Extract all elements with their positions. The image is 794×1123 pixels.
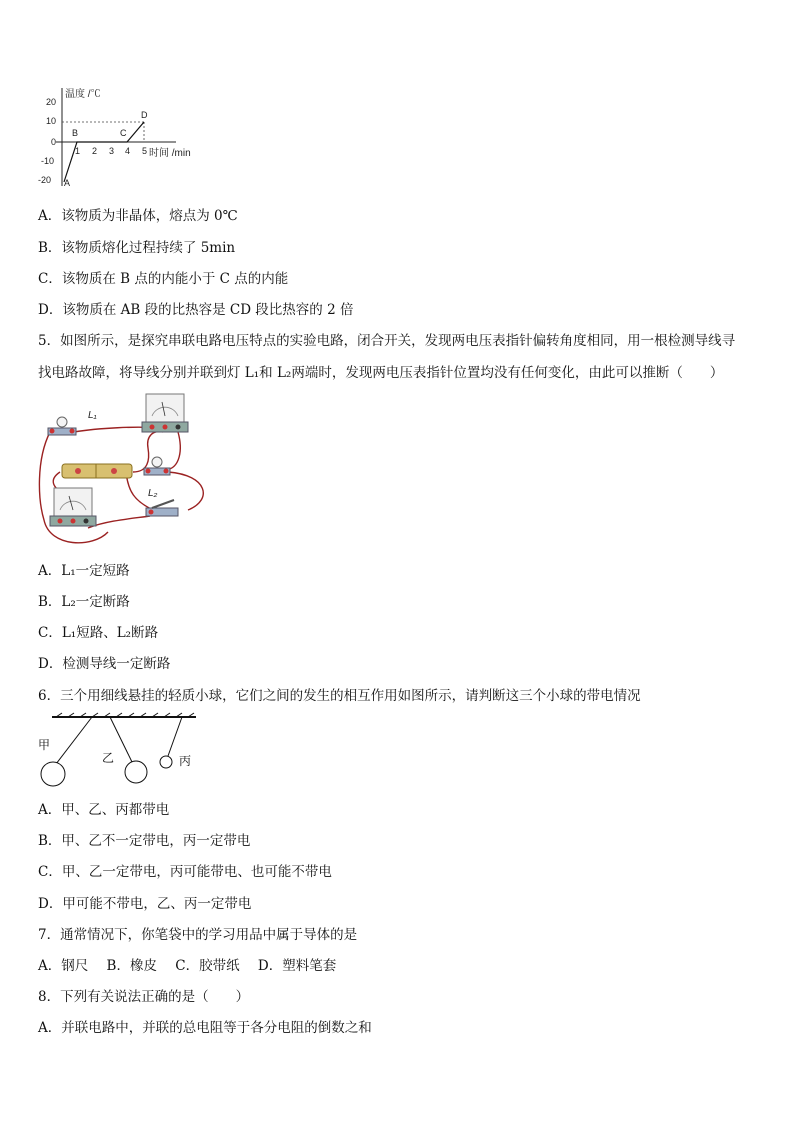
- q5-option-c: C．L₁短路、L₂断路: [38, 625, 159, 641]
- x-axis-label: 时间 /min: [149, 148, 191, 159]
- point-label: D: [141, 110, 148, 120]
- q7-option-a: A．钢尺: [38, 958, 89, 974]
- switch: [146, 500, 178, 516]
- y-tick: 0: [51, 137, 57, 147]
- point-label: B: [72, 128, 79, 138]
- y-tick: -10: [41, 156, 55, 166]
- wire: [88, 516, 150, 528]
- y-tick: -20: [38, 175, 52, 185]
- q5-option-d: D．检测导线一定断路: [38, 656, 171, 672]
- lamp-l1: [48, 417, 76, 435]
- thread-bing: [168, 717, 182, 756]
- q6-option-d: D．甲可能不带电，乙、丙一定带电: [38, 896, 252, 912]
- label-bing: 丙: [179, 754, 192, 768]
- temperature-time-graph: [36, 86, 206, 190]
- circuit-diagram: [38, 390, 213, 550]
- q6-option-b: B．甲、乙不一定带电，丙一定带电: [38, 833, 251, 849]
- y-axis-label: 温度 /℃: [65, 89, 101, 100]
- label-l2: L₂: [148, 488, 158, 499]
- q5-stem-line-2: 找电路故障，将导线分别并联到灯 L₁和 L₂两端时，发现两电压表指针位置均没有任何变化，由此可以推断（ ）: [38, 365, 724, 381]
- q7-option-d: D．塑料笔套: [257, 958, 337, 974]
- thread-jia: [56, 717, 92, 764]
- q4-option-c: C．该物质在 B 点的内能小于 C 点的内能: [38, 271, 289, 287]
- point-label: A: [64, 178, 71, 188]
- x-tick: 4: [125, 146, 131, 156]
- q4-option-d: D．该物质在 AB 段的比热容是 CD 段比热容的 2 倍: [38, 302, 354, 318]
- q7-options: [38, 957, 350, 975]
- q8-option-a: A．并联电路中，并联的总电阻等于各分电阻的倒数之和: [38, 1020, 372, 1036]
- label-jia: 甲: [38, 738, 51, 752]
- ball-bing: [160, 756, 172, 768]
- q7-stem: 7．通常情况下，你笔袋中的学习用品中属于导体的是: [38, 927, 358, 943]
- point-label: C: [120, 128, 127, 138]
- x-tick: 3: [109, 146, 115, 156]
- battery-pack: [62, 464, 132, 478]
- q6-option-c: C．甲、乙一定带电，丙可能带电、也可能不带电: [38, 864, 332, 880]
- x-tick: 1: [75, 146, 81, 156]
- q6-stem: 6．三个用细线悬挂的轻质小球，它们之间的发生的相互作用如图所示，请判断这三个小球的带电情况: [38, 688, 641, 704]
- q4-option-b: B．该物质熔化过程持续了 5min: [38, 240, 236, 256]
- wire: [166, 432, 180, 470]
- ball-yi: [125, 761, 147, 783]
- voltmeter-bottom: [50, 488, 96, 526]
- q7-option-c: C．胶带纸: [175, 958, 240, 974]
- hanging-balls-diagram: [36, 712, 202, 792]
- q4-option-a: A．该物质为非晶体，熔点为 0℃: [38, 208, 238, 224]
- x-tick: 2: [92, 146, 98, 156]
- y-tick: 20: [46, 97, 57, 107]
- y-tick: 10: [46, 116, 57, 126]
- q5-option-a: A．L₁一定短路: [38, 563, 130, 579]
- label-yi: 乙: [102, 751, 115, 765]
- q7-option-b: B．橡皮: [106, 958, 157, 974]
- x-tick: 5: [142, 146, 148, 156]
- label-l1: L₁: [88, 410, 97, 421]
- q6-option-a: A．甲、乙、丙都带电: [38, 802, 170, 818]
- q5-option-b: B．L₂一定断路: [38, 594, 130, 610]
- ball-jia: [41, 762, 65, 786]
- wire: [168, 472, 203, 510]
- q5-stem-line-1: 5．如图所示，是探究串联电路电压特点的实验电路，闭合开关，发现两电压表指针偏转角度相同，用一根检测导线寻: [38, 333, 736, 349]
- q8-stem: 8．下列有关说法正确的是（ ）: [38, 989, 250, 1005]
- voltmeter-top: [142, 394, 188, 432]
